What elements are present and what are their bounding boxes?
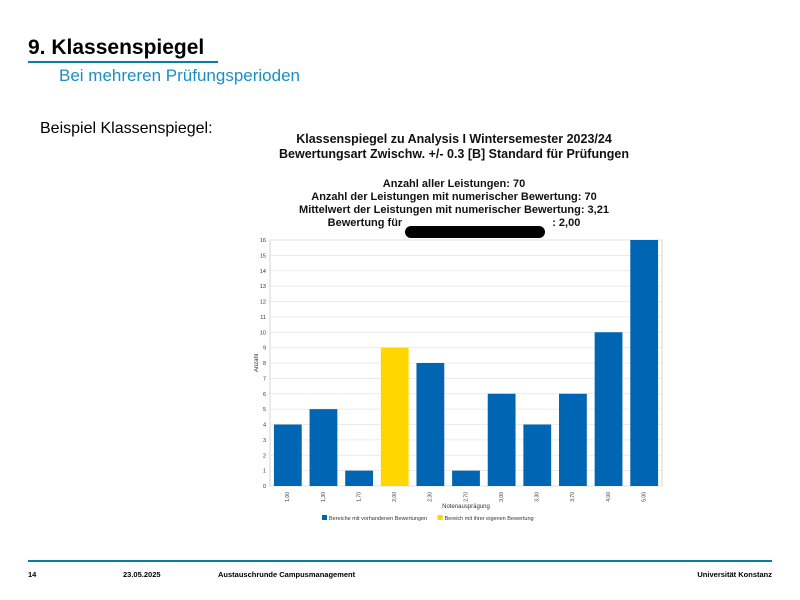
y-tick-label: 6 <box>262 391 266 398</box>
bar-1,70 <box>345 471 373 486</box>
legend-label-1: Bereich mit ihrer eigenen Bewertung <box>444 516 534 522</box>
y-tick-label: 15 <box>259 253 266 260</box>
footer-date: 23.05.2025 <box>123 570 161 579</box>
example-label: Beispiel Klassenspiegel: <box>40 120 213 137</box>
chart-header <box>254 132 654 230</box>
y-tick-label: 3 <box>262 437 266 444</box>
x-tick-label: 1,00 <box>285 492 292 502</box>
bar-1,00 <box>274 425 302 487</box>
bar-2,70 <box>452 471 480 486</box>
x-tick-label: 4,00 <box>605 492 612 502</box>
slide-subtitle: Bei mehreren Prüfungsperioden <box>59 66 300 85</box>
y-tick-label: 9 <box>262 345 266 352</box>
bar-1,30 <box>310 409 338 486</box>
y-tick-label: 5 <box>262 407 266 414</box>
x-axis-title: Notenausprägung <box>442 504 490 510</box>
bar-4,00 <box>595 332 623 486</box>
x-tick-label: 3,70 <box>570 492 577 502</box>
x-tick-label: 1,70 <box>356 492 363 502</box>
y-tick-label: 10 <box>259 330 266 337</box>
y-axis-title: Anzahl <box>254 353 260 373</box>
bar-chart <box>254 232 670 524</box>
y-tick-label: 0 <box>262 484 266 490</box>
y-tick-label: 11 <box>260 314 266 321</box>
x-tick-label: 1,30 <box>320 492 327 502</box>
y-tick-label: 13 <box>259 284 266 291</box>
stat-own-value: : 2,00 <box>552 217 581 229</box>
slide-title: 9. Klassenspiegel <box>28 36 205 59</box>
stat-mean: Mittelwert der Leistungen mit numerischer Bewertung: 3,21 <box>299 204 609 216</box>
x-tick-label: 2,70 <box>463 492 470 502</box>
x-tick-label: 3,30 <box>534 492 541 502</box>
bar-2,00 <box>381 348 409 486</box>
y-tick-label: 4 <box>262 422 266 429</box>
footer-event: Austauschrunde Campusmanagement <box>218 570 356 579</box>
footer-divider <box>28 560 772 562</box>
y-tick-label: 16 <box>259 238 266 244</box>
legend-label-0: Bereiche mit vorhandenen Bewertungen <box>329 516 428 522</box>
x-tick-label: 2,00 <box>392 492 399 502</box>
y-tick-label: 2 <box>262 453 266 460</box>
stat-own-prefix: Bewertung für <box>327 217 403 229</box>
chart-title-line2: Bewertungsart Zwischw. +/- 0.3 [B] Standard für Prüfungen <box>279 147 629 161</box>
footer-organization: Universität Konstanz <box>697 570 772 579</box>
stat-total: Anzahl aller Leistungen: 70 <box>382 178 526 190</box>
footer-page-number: 14 <box>28 570 37 579</box>
bar-3,70 <box>559 394 587 486</box>
x-tick-label: 3,00 <box>498 492 505 502</box>
bar-5,00 <box>630 240 658 486</box>
bar-3,30 <box>523 425 551 487</box>
stat-numeric: Anzahl der Leistungen mit numerischer Bewertung: 70 <box>311 191 597 203</box>
legend-swatch-1 <box>438 515 443 520</box>
chart-title-line1: Klassenspiegel zu Analysis I Wintersemester 2023/24 <box>296 132 612 146</box>
title-underline <box>28 61 218 63</box>
x-tick-label: 2,30 <box>427 492 434 502</box>
bar-2,30 <box>416 363 444 486</box>
y-tick-label: 8 <box>262 361 266 367</box>
y-tick-label: 12 <box>259 299 266 306</box>
x-tick-label: 5,00 <box>641 492 648 502</box>
bar-3,00 <box>488 394 516 486</box>
y-tick-label: 7 <box>262 376 266 383</box>
y-tick-label: 1 <box>262 468 266 475</box>
legend-swatch-0 <box>322 515 327 520</box>
y-tick-label: 14 <box>259 268 266 275</box>
